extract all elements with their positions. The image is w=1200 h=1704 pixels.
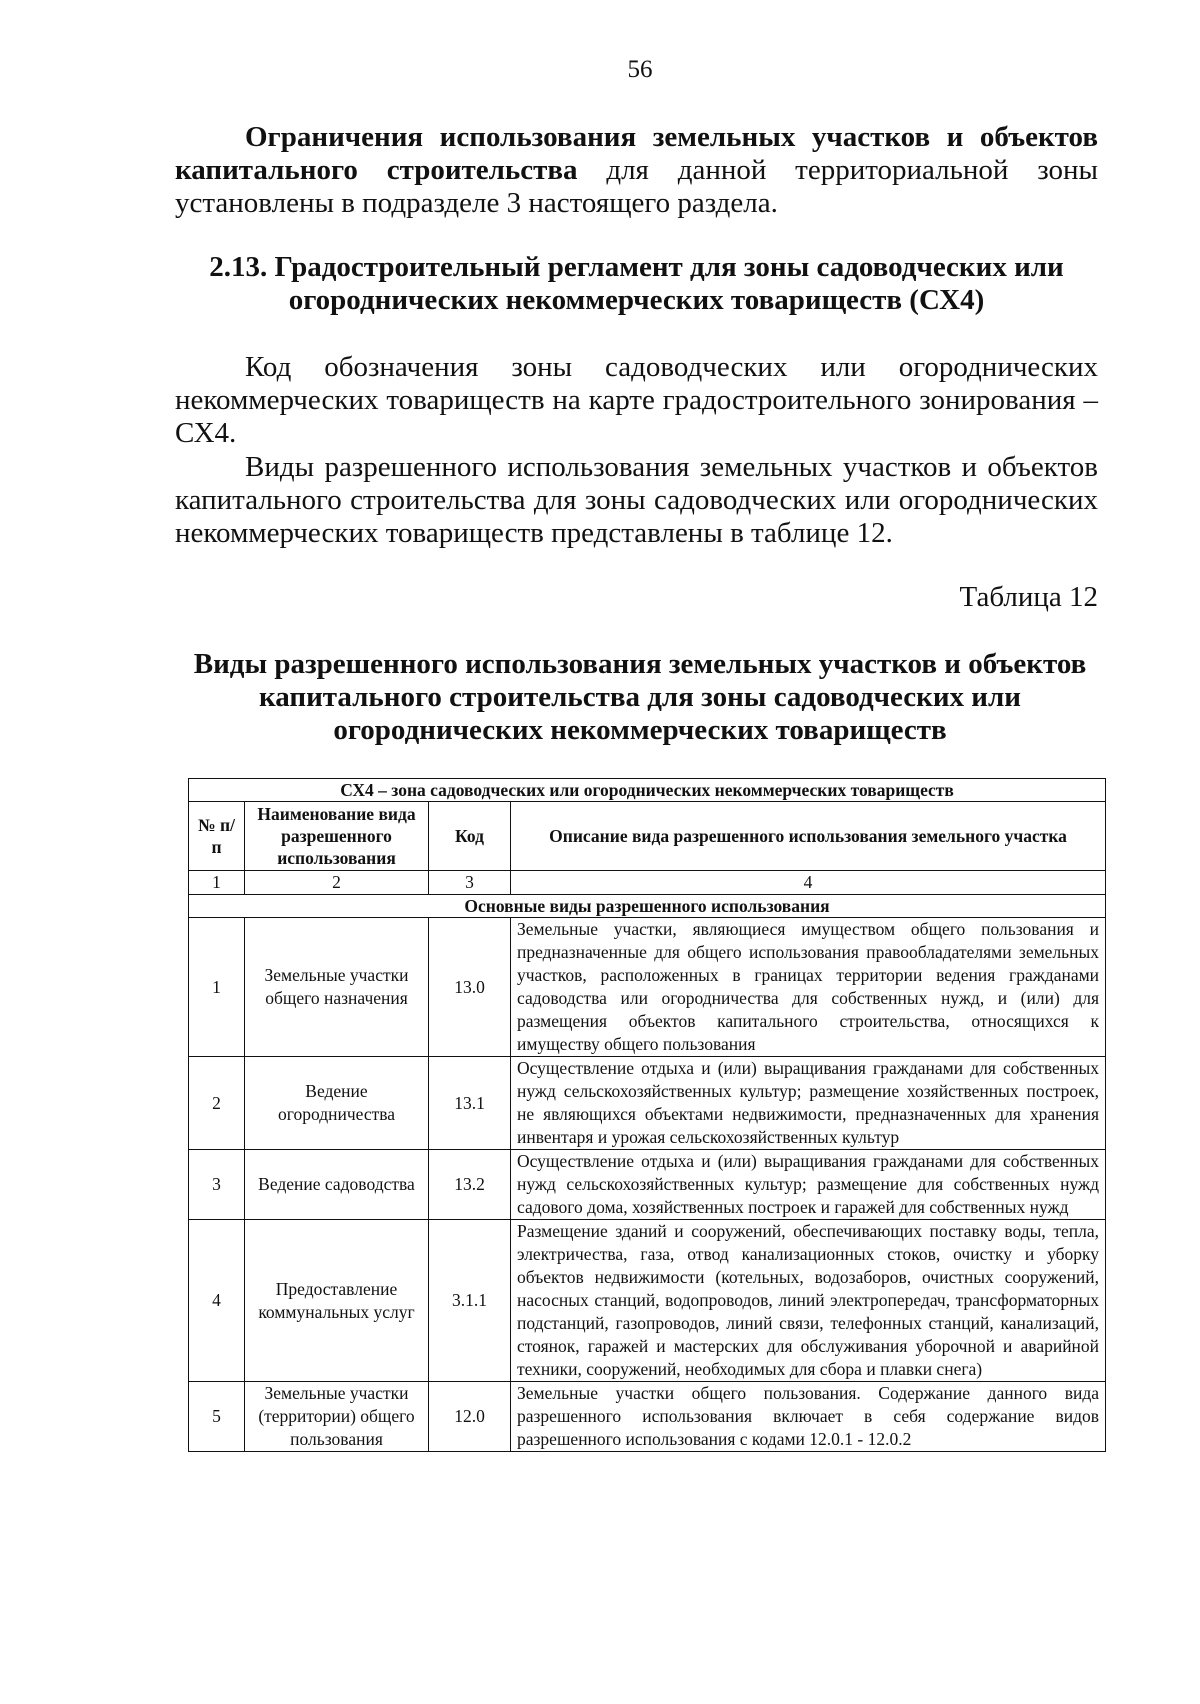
- row-name: Ведение огородничества: [245, 1057, 429, 1150]
- intro-bold-text: Ограничения использования земельных участков и объектов капитального строительства: [175, 121, 1098, 186]
- col-header-code: Код: [429, 802, 511, 871]
- zone-header-row: [189, 779, 1106, 802]
- row-code: 3.1.1: [429, 1220, 511, 1382]
- row-code: 13.0: [429, 918, 511, 1057]
- table-title: Виды разрешенного использования земельных участков и объектов капитального строительства для зоны садоводческих или огороднических некоммерческих товариществ: [193, 648, 1087, 746]
- table-row: [189, 918, 1106, 1057]
- section-row: [189, 895, 1106, 918]
- row-desc: Размещение зданий и сооружений, обеспечивающих поставку воды, тепла, электричества, газа, отвод канализационных стоков, очистку и уборку объектов недвижимости (котельных, водозаборов, очистных сооружений, насосных станций, водопроводов, линий электропередач, трансформаторных подстанций, газопроводов, линий связи, телефонных станций, канализаций, стоянок, гаражей и мастерских для обслуживания уборочной и аварийной техники, сооружений, необходимых для сбора и плавки снега): [511, 1220, 1106, 1382]
- row-num: 2: [189, 1057, 245, 1150]
- col-number: 4: [511, 871, 1106, 895]
- zone-code-paragraph: Код обозначения зоны садоводческих или огороднических некоммерческих товариществ на карте градостроительного зонирования – СХ4.: [175, 351, 1098, 449]
- row-name: Ведение садоводства: [245, 1150, 429, 1220]
- row-desc: Осуществление отдыха и (или) выращивания гражданами для собственных нужд сельскохозяйственных культур; размещение для собственных нужд садового дома, хозяйственных построек и гаражей для собственных нужд: [511, 1150, 1106, 1220]
- column-number-row: [189, 871, 1106, 895]
- permitted-use-paragraph: Виды разрешенного использования земельных участков и объектов капитального строительства для зоны садоводческих или огороднических некоммерческих товариществ представлены в таблице 12.: [175, 451, 1098, 549]
- row-num: 5: [189, 1382, 245, 1452]
- col-header-desc: Описание вида разрешенного использования земельного участка: [511, 802, 1106, 871]
- table-label: Таблица 12: [959, 581, 1098, 613]
- table-row: [189, 1220, 1106, 1382]
- col-header-name: Наименование вида разрешенного использования: [245, 802, 429, 871]
- row-num: 1: [189, 918, 245, 1057]
- column-header-row: [189, 802, 1106, 871]
- row-desc: Осуществление отдыха и (или) выращивания гражданами для собственных нужд сельскохозяйственных культур; размещение хозяйственных построек, не являющихся объектами недвижимости, предназначенных для хранения инвентаря и урожая сельскохозяйственных культур: [511, 1057, 1106, 1150]
- row-num: 3: [189, 1150, 245, 1220]
- col-number: 2: [245, 871, 429, 895]
- section-label: Основные виды разрешенного использования: [189, 895, 1106, 918]
- row-desc: Земельные участки общего пользования. Содержание данного вида разрешенного использования включает в себя содержание видов разрешенного использования с кодами 12.0.1 - 12.0.2: [511, 1382, 1106, 1452]
- row-code: 13.2: [429, 1150, 511, 1220]
- page-number: 56: [627, 56, 653, 83]
- table-row: [189, 1057, 1106, 1150]
- row-desc: Земельные участки, являющиеся имуществом общего пользования и предназначенные для общего использования правообладателями земельных участков, расположенных в границах территории ведения гражданами садоводства или огородничества для собственных нужд, и (или) для размещения объектов капитального строительства, относящихся к имуществу общего пользования: [511, 918, 1106, 1057]
- col-number: 1: [189, 871, 245, 895]
- row-name: Земельные участки общего назначения: [245, 918, 429, 1057]
- row-name: Земельные участки (территории) общего пользования: [245, 1382, 429, 1452]
- col-number: 3: [429, 871, 511, 895]
- row-code: 12.0: [429, 1382, 511, 1452]
- table-row: [189, 1382, 1106, 1452]
- col-header-num: № п/п: [189, 802, 245, 871]
- row-num: 4: [189, 1220, 245, 1382]
- row-name: Предоставление коммунальных услуг: [245, 1220, 429, 1382]
- zone-header: СХ4 – зона садоводческих или огороднических некоммерческих товариществ: [189, 779, 1106, 802]
- row-code: 13.1: [429, 1057, 511, 1150]
- table-row: [189, 1150, 1106, 1220]
- intro-rest-text: для данной территориальной зоны установлены в подразделе 3 настоящего раздела.: [175, 154, 1098, 219]
- section-heading: 2.13. Градостроительный регламент для зоны садоводческих или огороднических некоммерческих товариществ (СХ4): [209, 251, 1064, 316]
- permitted-use-table: [188, 778, 1106, 1452]
- intro-paragraph: [175, 121, 1098, 220]
